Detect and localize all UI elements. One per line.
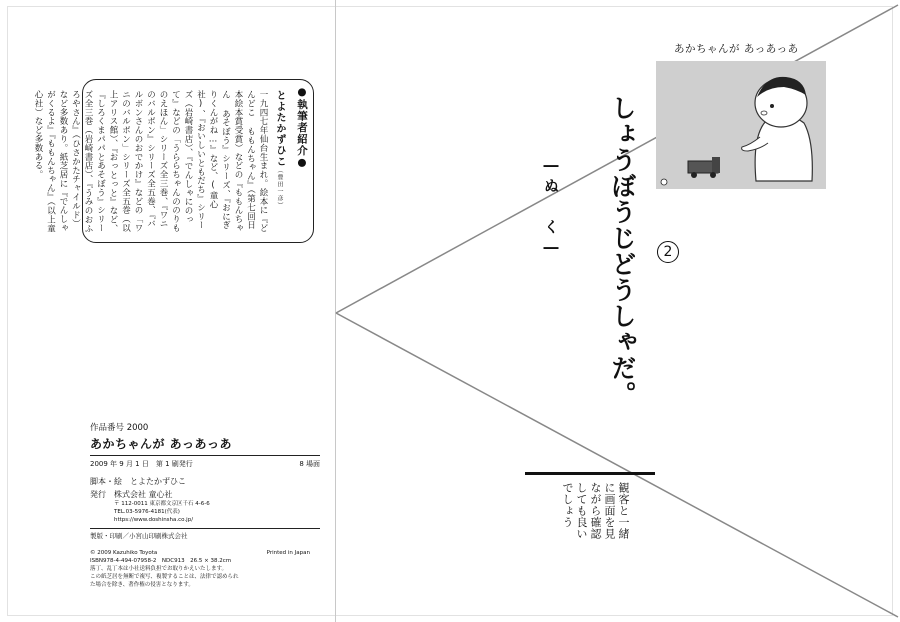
scene-thumbnail bbox=[656, 61, 826, 189]
series-title: あかちゃんが あっあっあ bbox=[674, 43, 799, 55]
notice-line-1: 落丁、乱丁本は小社送料負担でお取りかえいたします。 bbox=[90, 565, 228, 572]
subtitle: ―ぬ く― bbox=[542, 156, 560, 260]
author-bio: 一九四七年仙台生まれ。絵本に『どんどこ ももんちゃん』（第七回日本絵本賞受賞）などの『ももんちゃん あそぼう』シリーズ、『おにぎりくんがね…』など、(童心社)、『おいしいともだち』シリーズ（岩崎書店）、『でんしゃにのって』などの「うららちゃんののりものえほん」シリーズ全三巻、『ワニのバルボン』シリーズ全五巻、『バルボンさんのおでかけ』などの「ワニのバルボン」シリーズ全五巻（以上アリス館）、『おっとっと』など、『しろくまパパとあそぼう』シリーズ全三巻（岩崎書店）、『うみのおふろやさん』（ひさかたチャイルド）など多数あり。紙芝居に『でんしゃがくるよ』『ももんちゃん』（以上童心社）など多数ある。 bbox=[33, 90, 268, 233]
publication-date: 2009 年 9 月 1 日 第 1 刷発行 bbox=[90, 459, 193, 468]
publisher-address: 〒 112-0011 東京都文京区千石 4-6-6 bbox=[114, 501, 210, 508]
script-art-credit: 脚本・絵 とよたかずひこ bbox=[90, 477, 186, 487]
publisher: 発行 株式会社 童心社 bbox=[90, 490, 173, 500]
volume-number: 2 bbox=[657, 241, 679, 263]
truck-wheel-front bbox=[691, 172, 697, 178]
truck-wheel-back bbox=[710, 172, 716, 178]
colophon-title: あかちゃんが あっあっあ bbox=[90, 437, 320, 456]
publisher-url: https://www.doshinsha.co.jp/ bbox=[114, 517, 194, 524]
author-name-note: （豊田一彦） bbox=[276, 167, 283, 209]
publisher-phone: TEL.03-5976-4181(代表) bbox=[114, 509, 180, 516]
author-name-text: とよたかずひこ bbox=[274, 90, 285, 167]
author-intro-heading: ●執筆者紹介● bbox=[296, 86, 308, 170]
baby-illustration bbox=[656, 61, 826, 189]
scene-count: 8 場面 bbox=[299, 459, 320, 468]
printed-in: Printed in Japan bbox=[266, 549, 310, 556]
copyright: © 2009 Kazuhiko Toyota bbox=[90, 549, 158, 556]
baby-eye bbox=[770, 104, 774, 108]
isbn: ISBN978-4-494-07958-2 NDC913 26.5 × 38.2cm bbox=[90, 557, 232, 564]
fire-truck-cab bbox=[712, 157, 720, 173]
notice-line-3: た場合を除き、著作権の侵害となります。 bbox=[90, 581, 194, 588]
printing-credit: 製版・印刷／小宮山印刷株式会社 bbox=[90, 528, 320, 540]
viewing-note: 観客と一緒に画面を見ながら確認しても良いでしょう bbox=[561, 482, 630, 540]
notice-line-2: この紙芝居を無断で複写、複製することは、法律で認められ bbox=[90, 573, 239, 580]
note-divider bbox=[525, 472, 655, 475]
main-title: しょうぼうじどうしゃだ。 bbox=[608, 95, 637, 407]
scene-mark-icon bbox=[661, 179, 667, 185]
work-number: 作品番号 2000 bbox=[90, 423, 149, 433]
